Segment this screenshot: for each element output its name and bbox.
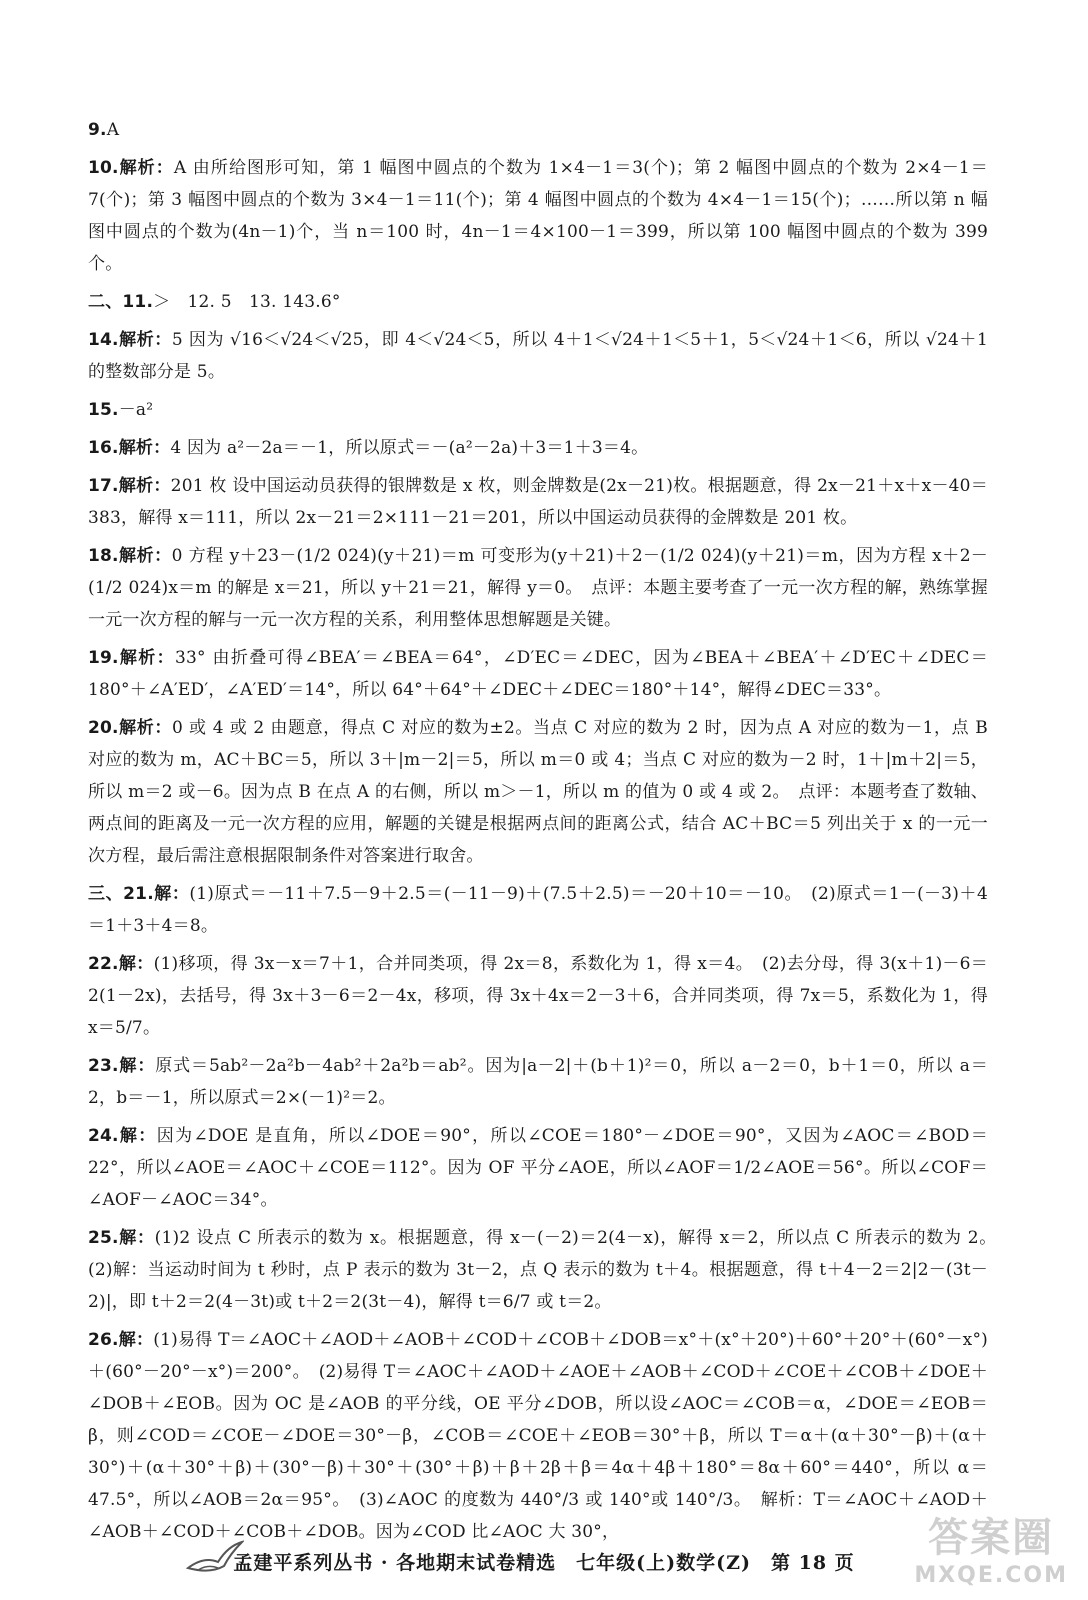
answer-item-26: 26.解：(1)易得 T＝∠AOC＋∠AOD＋∠AOB＋∠COD＋∠COB＋∠DOB＝x°＋(x°＋20°)＋60°＋20°＋(60°－x°)＋(60°－20°－x°)＝200°。 (2)易得 T＝∠AOC＋∠AOD＋∠AOE＋∠AOB＋∠COD＋∠COE＋∠COB＋∠DOE＋∠DOB＋∠EOB。因为 OC 是∠AOB 的平分线，OE 平分∠DOB，所以设∠AOC＝∠COB＝α，∠DOE＝∠EOB＝β，则∠COD＝∠COE－∠DOE＝30°－β，∠COB＝∠COE＋∠EOB＝30°＋β，所以 T＝α＋(α＋30°－β)＋(α＋30°)＋(α＋30°＋β)＋(30°－β)＋30°＋(30°＋β)＋β＋2β＋β＝4α＋4β＋180°＝8α＋60°＝440°，所以 α＝47.5°，所以∠AOB＝2α＝95°。 (3)∠AOC 的度数为 440°/3 或 140°或 140°/3。 解析：T＝∠AOC＋∠AOD＋∠AOB＋∠COD＋∠COB＋∠DOB。因为∠COD 比∠AOC 大 30°， — [88, 1330, 988, 1542]
answer-item-25: 25.解：(1)2 设点 C 所表示的数为 x。根据题意，得 x－(－2)＝2(4－x)，解得 x＝2，所以点 C 所表示的数为 2。 (2)解：当运动时间为 t 秒时，点 P 表示的数为 3t－2，点 Q 表示的数为 t＋4。根据题意，得 t＋4－2＝2|2－(3t－2)|，即 t＋2＝2(4－3t)或 t＋2＝2(3t－4)，解得 t＝6/7 或 t＝2。 — [88, 1228, 1006, 1312]
answer-item-14: 14.解析：5 因为 √16＜√24＜√25，即 4＜√24＜5，所以 4＋1＜√24＋1＜5＋1，5＜√24＋1＜6，所以 √24＋1 的整数部分是 5。 — [88, 330, 988, 382]
answer-item-18: 18.解析：0 方程 y＋23－(1/2 024)(y＋21)＝m 可变形为(y＋21)＋2－(1/2 024)(y＋21)＝m，因为方程 x＋2－(1/2 024)x＝m 的解是 x＝21，所以 y＋21＝21，解得 y＝0。 点评：本题主要考查了一元一次方程的解，熟练掌握一元一次方程的解与一元一次方程的关系，利用整体思想解题是关键。 — [88, 546, 988, 630]
answer-item-17: 17.解析：201 枚 设中国运动员获得的银牌数是 x 枚，则金牌数是(2x－21)枚。根据题意，得 2x－21＋x＋x－40＝383，解得 x＝111，所以 2x－21＝2×111－21＝201，所以中国运动员获得的金牌数是 201 枚。 — [88, 476, 988, 528]
bird-logo-icon — [184, 1538, 244, 1578]
answer-item-21: 三、21.解：(1)原式＝－11＋7.5－9＋2.5＝(－11－9)＋(7.5＋2.5)＝－20＋10＝－10。 (2)原式＝1－(－3)＋4＝1＋3＋4＝8。 — [88, 884, 988, 936]
answer-item-9: 9.A — [88, 120, 120, 140]
answer-item-19: 19.解析：33° 由折叠可得∠BEA′＝∠BEA＝64°，∠D′EC＝∠DEC，因为∠BEA＋∠BEA′＋∠D′EC＋∠DEC＝180°＋∠A′ED′，∠A′ED′＝14°，所以 64°＋64°＋∠DEC＋∠DEC＝180°＋14°，解得∠DEC＝33°。 — [88, 648, 988, 700]
answer-item-23: 23.解：原式＝5ab²－2a²b－4ab²＋2a²b＝ab²。因为|a－2|＋(b＋1)²＝0，所以 a－2＝0，b＋1＝0，所以 a＝2，b＝－1，所以原式＝2×(－1)²＝2。 — [88, 1056, 988, 1108]
watermark-sub: MXQE.COM — [914, 1563, 1068, 1588]
answer-item-22: 22.解：(1)移项，得 3x－x＝7＋1，合并同类项，得 2x＝8，系数化为 1，得 x＝4。 (2)去分母，得 3(x＋1)－6＝2(1－2x)，去括号，得 3x＋3－6＝2－4x，移项，得 3x＋4x＝2－3＋6，合并同类项，得 7x＝5，系数化为 1，得 x＝5/7。 — [88, 954, 988, 1038]
answer-item-11-13: 二、11.＞ 12. 5 13. 143.6° — [88, 292, 341, 312]
footer-text: 孟建平系列丛书 · 各地期末试卷精选 七年级(上)数学(Z) 第 18 页 — [233, 1552, 855, 1574]
answer-item-15: 15.－a² — [88, 400, 154, 420]
watermark-main: 答案圈 — [928, 1515, 1055, 1561]
answer-item-10: 10.解析：A 由所给图形可知，第 1 幅图中圆点的个数为 1×4－1＝3(个)；第 2 幅图中圆点的个数为 2×4－1＝7(个)；第 3 幅图中圆点的个数为 3×4－1＝11(个)；第 4 幅图中圆点的个数为 4×4－1＝15(个)；……所以第 n 幅图中圆点的个数为(4n－1)个，当 n＝100 时，4n－1＝4×100－1＝399，所以第 100 幅图中圆点的个数为 399 个。 — [88, 158, 988, 274]
answer-item-20: 20.解析：0 或 4 或 2 由题意，得点 C 对应的数为±2。当点 C 对应的数为 2 时，因为点 A 对应的数为－1，点 B 对应的数为 m，AC＋BC＝5，所以 3＋|m－2|＝5，所以 m＝0 或 4；当点 C 对应的数为－2 时，1＋|m＋2|＝5，所以 m＝2 或－6。因为点 B 在点 A 的右侧，所以 m＞－1，所以 m 的值为 0 或 4 或 2。 点评：本题考查了数轴、两点间的距离及一元一次方程的应用，解题的关键是根据两点间的距离公式，结合 AC＋BC＝5 列出关于 x 的一元一次方程，最后需注意根据限制条件对答案进行取舍。 — [88, 718, 988, 866]
answer-item-24: 24.解：因为∠DOE 是直角，所以∠DOE＝90°，所以∠COE＝180°－∠DOE＝90°，又因为∠AOC＝∠BOD＝22°，所以∠AOE＝∠AOC＋∠COE＝112°。因为 OF 平分∠AOE，所以∠AOF＝1/2∠AOE＝56°。所以∠COF＝∠AOF－∠AOC＝34°。 — [88, 1126, 988, 1210]
watermark — [914, 1506, 1068, 1588]
answer-item-16: 16.解析：4 因为 a²－2a＝－1，所以原式＝－(a²－2a)＋3＝1＋3＝4。 — [88, 438, 649, 458]
